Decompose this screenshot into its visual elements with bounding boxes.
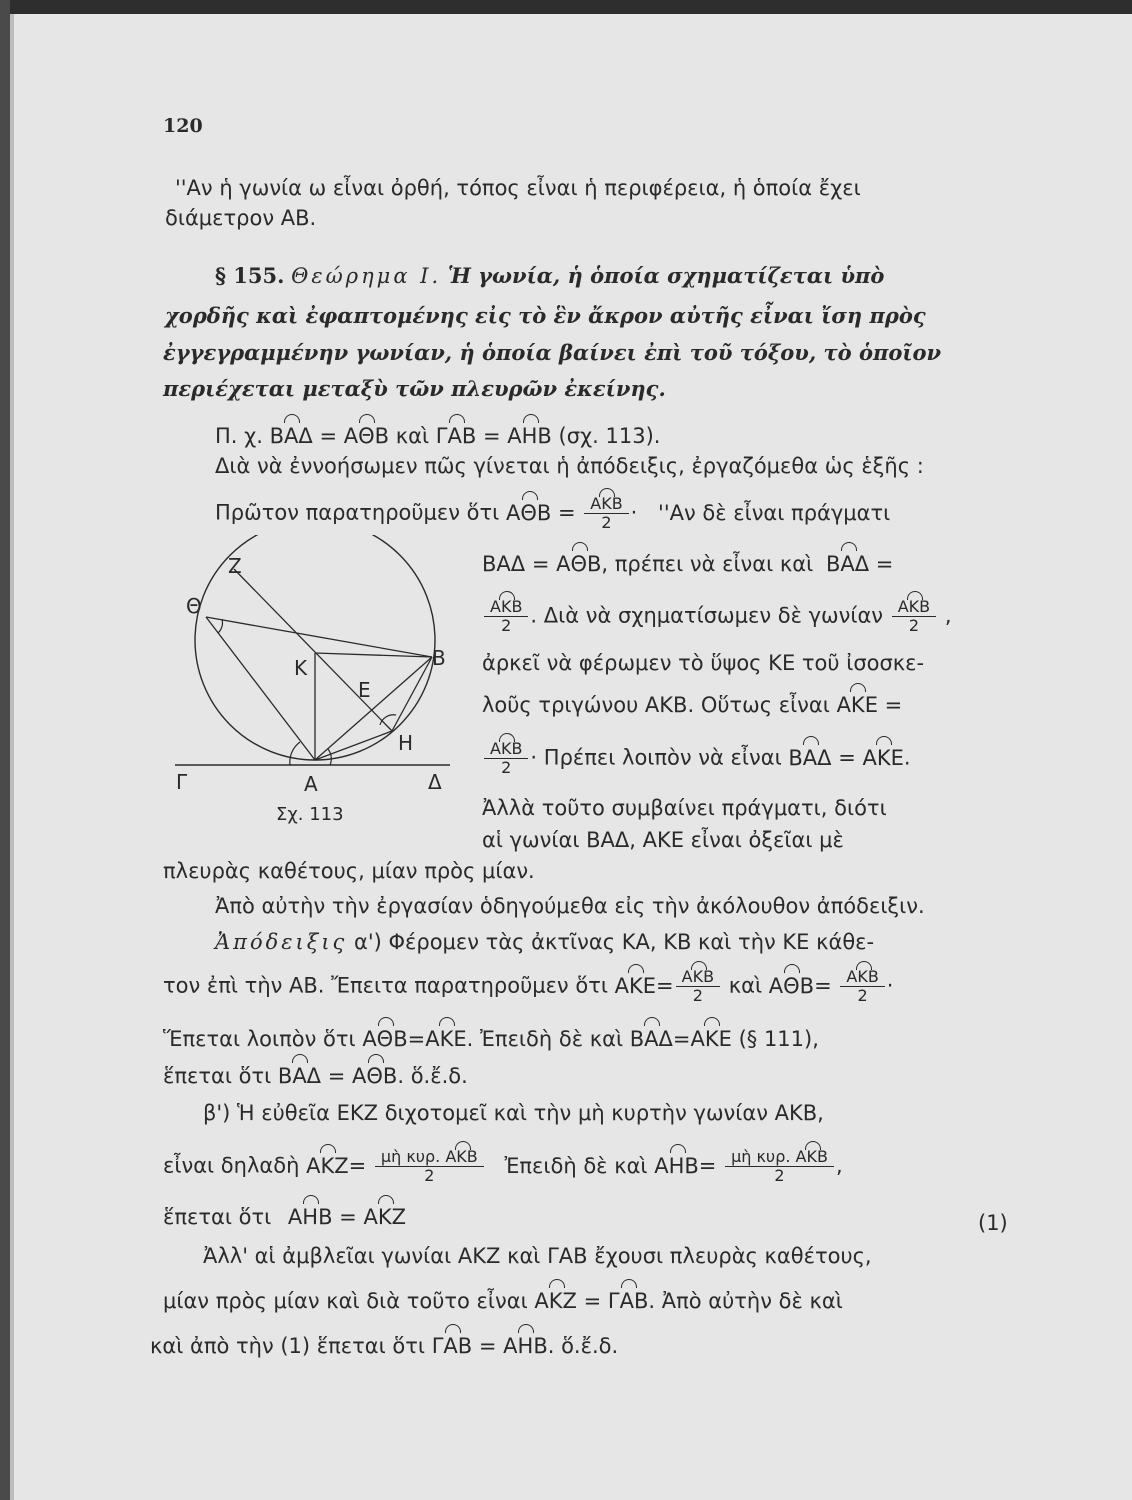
proof-line-7 <box>163 1204 406 1230</box>
theorem-text-2: χορδῆς καὶ ἐφαπτομένης εἰς τὸ ἓν ἄκρον αὐτῆς εἶναι ἴση πρὸς <box>165 303 926 328</box>
text: ἕπεται ὅτι <box>163 1064 272 1088</box>
proof-intro: Ἀπὸ αὐτὴν τὴν ἐργασίαν ὁδηγούμεθα εἰς τὴν ἀκόλουθον ἀπόδειξιν. <box>215 894 925 918</box>
text: . Ἀπὸ αὐτὴν δὲ καὶ <box>648 1289 843 1313</box>
denominator: 2 <box>774 1166 785 1185</box>
angle-bad: ΒΑΔ <box>269 424 313 448</box>
label-delta: Δ <box>428 770 442 794</box>
label-a: Α <box>304 772 318 796</box>
proof-line-3 <box>163 1026 819 1052</box>
angle-akz: ΑΚΖ <box>363 1205 406 1229</box>
equals-sign: = <box>557 500 576 525</box>
conjunction: καὶ <box>728 973 763 998</box>
denominator: 2 <box>501 616 512 635</box>
expl-line-7: Ἀλλὰ τοῦτο συμβαίνει πράγματι, διότι <box>482 796 887 820</box>
proof-line-6 <box>163 1148 843 1185</box>
text: . <box>903 745 911 770</box>
expl-line-5 <box>482 692 902 718</box>
arc-akb: ΑΚΒ <box>897 597 931 616</box>
label-b: Β <box>432 646 446 670</box>
text: . Διὰ νὰ σχηματίσωμεν δὲ γωνίαν <box>530 603 884 628</box>
expl-line-9: πλευρὰς καθέτους, μίαν πρὸς μίαν. <box>163 859 535 883</box>
text: Ἐπειδὴ δὲ καὶ <box>504 1153 648 1178</box>
arc-akb: ΑΚΒ <box>445 1147 478 1166</box>
label-gamma: Γ <box>176 770 188 794</box>
angle-mark-theta <box>218 619 223 633</box>
angle-akz: ΑΚΖ <box>534 1289 577 1313</box>
text: · Πρέπει λοιπὸν νὰ εἶναι <box>530 745 782 770</box>
theorem-text-4: περιέχεται μεταξὺ τῶν πλευρῶν ἐκείνης. <box>163 376 666 401</box>
equals-sign: = <box>583 1289 602 1313</box>
label-e: Ε <box>358 678 371 702</box>
line-ekz <box>234 569 392 731</box>
expl-line-2 <box>482 551 893 577</box>
example-prefix: Π. χ. <box>215 424 263 448</box>
angle-mark-a <box>290 742 300 765</box>
angle-akz: ΑΚΖ <box>306 1153 349 1178</box>
chord-ah <box>315 731 392 760</box>
angle-mark-h <box>380 715 396 725</box>
page-number: 120 <box>163 115 203 137</box>
denominator: 2 <box>501 758 512 777</box>
denominator: 2 <box>908 616 920 635</box>
expl-line-4: ἀρκεῖ νὰ φέρωμεν τὸ ὕψος ΚΕ τοῦ ἰσοσκε- <box>482 651 925 675</box>
equation-number: (1) <box>978 1211 1008 1235</box>
angle-ake: ΑΚΕ <box>862 745 904 770</box>
equals-sign: = <box>698 1153 717 1178</box>
angle-aob: ΑΘΒ <box>556 552 602 576</box>
text: ἕπεται ὅτι <box>163 1205 272 1229</box>
proof-label: Ἀπόδειξις <box>215 930 348 954</box>
denominator: 2 <box>424 1166 435 1185</box>
theorem-line-1 <box>215 263 884 289</box>
angle-mark-bad <box>328 749 331 765</box>
fraction-akb-2 <box>484 598 528 635</box>
angle-bad: ΒΑΔ <box>277 1064 322 1088</box>
fraction-akb-2 <box>892 598 936 635</box>
equals-sign: = <box>672 1027 691 1051</box>
conjunction: καὶ <box>395 424 430 448</box>
scan-border-left-inner <box>10 14 14 1500</box>
text: Ἕπεται λοιπὸν ὅτι <box>163 1027 356 1051</box>
label-z: Ζ <box>228 554 242 578</box>
example-line <box>215 423 660 449</box>
figure-caption: Σχ. 113 <box>276 804 344 825</box>
arc-akb: ΑΚΒ <box>490 739 523 758</box>
arc-akb: ΑΚΒ <box>795 1147 828 1166</box>
equals-sign: = <box>348 1153 367 1178</box>
figure-reference: (σχ. 113). <box>558 424 661 448</box>
text: (§ 111), <box>731 1027 819 1051</box>
dot: · <box>886 973 894 998</box>
angle-aob: ΑΘΒ <box>768 973 815 998</box>
angle-ake: ΑΚΕ <box>425 1027 467 1051</box>
angle-ahb: ΑΗΒ <box>287 1205 333 1229</box>
text: λοῦς τριγώνου ΑΚΒ. Οὕτως εἶναι <box>482 693 830 717</box>
equals-sign: = <box>327 1064 346 1088</box>
denominator: 2 <box>601 513 612 532</box>
proof-line-9 <box>163 1288 843 1314</box>
proof-line-10 <box>150 1333 618 1359</box>
equals-sign: = <box>407 1027 426 1051</box>
angle-ake: ΑΚΕ <box>614 973 657 998</box>
equals-sign: = <box>319 424 338 448</box>
fraction-non-convex-akb <box>725 1148 834 1185</box>
angle-aob: ΑΘΒ <box>505 500 552 525</box>
chord-hb <box>392 657 432 731</box>
figure-113 <box>170 535 470 835</box>
text: ΒΑΔ = <box>482 552 557 576</box>
proof-line-2 <box>163 968 893 1005</box>
text: ''Αν δὲ εἶναι πράγματι <box>658 500 891 525</box>
text: τον ἐπὶ τὴν ΑΒ. Ἔπειτα παρατηροῦμεν ὅτι <box>163 973 608 998</box>
scan-border-top <box>0 0 1132 14</box>
angle-aob: ΑΘΒ <box>362 1027 408 1051</box>
expl-line-3 <box>482 598 952 635</box>
equals-sign: = <box>656 973 674 998</box>
chord-theta-b <box>206 617 432 657</box>
intro-line-1: ''Αν ἡ γωνία ω εἶναι ὀρθή, τόπος εἶναι ἡ περιφέρεια, ἡ ὁποία ἔχει <box>175 176 861 200</box>
dot: · <box>630 500 638 525</box>
text: Πρῶτον παρατηροῦμεν ὅτι <box>215 500 500 525</box>
angle-gab: ΓΑΒ <box>435 424 477 448</box>
proof-line-4 <box>163 1063 468 1089</box>
equals-sign: = <box>838 745 856 770</box>
text: = <box>869 552 894 576</box>
lead-line: Διὰ νὰ ἐννοήσωμεν πῶς γίνεται ἡ ἀπόδειξις, ἐργαζόμεθα ὡς ἑξῆς : <box>215 454 924 478</box>
text: εἶναι δηλαδὴ <box>163 1153 300 1178</box>
theorem-label: Θεώρημα Ι. <box>291 264 442 288</box>
expl-line-6 <box>482 740 911 777</box>
text: α') Φέρομεν τὰς ἀκτῖνας ΚΑ, ΚΒ καὶ τὴν ΚΕ κάθε- <box>354 930 875 954</box>
equals-sign: = <box>482 424 501 448</box>
proof-line-5: β') Ἡ εὐθεῖα ΕΚΖ διχοτομεῖ καὶ τὴν μὴ κυρτὴν γωνίαν ΑΚΒ, <box>203 1101 824 1125</box>
label-h: Η <box>398 731 414 755</box>
angle-ake: ΑΚΕ <box>836 693 878 717</box>
arc-akb: ΑΚΒ <box>590 494 623 513</box>
theorem-text-3: ἐγγεγραμμένην γωνίαν, ἡ ὁποία βαίνει ἐπὶ τοῦ τόξου, τὸ ὁποῖον <box>163 340 942 365</box>
text: μὴ κυρ. <box>731 1147 791 1166</box>
angle-bad: ΒΑΔ <box>788 745 832 770</box>
chord-a-theta <box>206 617 315 760</box>
text: καὶ ἀπὸ τὴν (1) ἕπεται ὅτι <box>150 1334 425 1358</box>
fraction-non-convex-akb <box>375 1148 484 1185</box>
denominator: 2 <box>857 986 868 1005</box>
text: . ὅ.ἔ.δ. <box>547 1334 619 1358</box>
text: , <box>835 1153 843 1178</box>
text: , πρέπει νὰ εἶναι καὶ <box>601 552 814 576</box>
angle-ahb: ΑΗΒ <box>507 424 552 448</box>
fraction-akb-2 <box>840 968 884 1005</box>
fraction-akb-2 <box>484 740 528 777</box>
arc-akb: ΑΚΒ <box>846 967 879 986</box>
expl-line-1 <box>215 495 890 532</box>
text: . Ἐπειδὴ δὲ καὶ <box>466 1027 624 1051</box>
label-theta: Θ <box>186 594 202 618</box>
arc-akb: ΑΚΒ <box>681 967 715 986</box>
equals-sign: = <box>814 973 832 998</box>
text: μὴ κυρ. <box>380 1147 441 1166</box>
angle-gab: ΓΑΒ <box>431 1334 473 1358</box>
equals-sign: = <box>478 1334 497 1358</box>
angle-aob: ΑΘΒ <box>343 424 390 448</box>
angle-bad: ΒΑΔ <box>629 1027 673 1051</box>
arc-akb: ΑΚΒ <box>490 597 523 616</box>
label-k: Κ <box>294 656 308 680</box>
angle-ahb: ΑΗΒ <box>503 1334 548 1358</box>
proof-line-8: Ἀλλ' αἱ ἀμβλεῖαι γωνίαι ΑΚΖ καὶ ΓΑΒ ἔχουσι πλευρὰς καθέτους, <box>203 1244 872 1268</box>
angle-ahb: ΑΗΒ <box>654 1153 699 1178</box>
text: , <box>938 603 952 628</box>
text: = <box>877 693 903 717</box>
fraction-akb-2 <box>584 495 628 532</box>
proof-line-1 <box>215 929 874 955</box>
equals-sign: = <box>339 1205 357 1229</box>
text: μίαν πρὸς μίαν καὶ διὰ τοῦτο εἶναι <box>163 1289 528 1313</box>
theorem-number: § 155. <box>215 263 285 288</box>
angle-aob: ΑΘΒ <box>352 1064 398 1088</box>
fraction-akb-2 <box>676 968 720 1005</box>
denominator: 2 <box>692 986 703 1005</box>
expl-line-8: αἱ γωνίαι ΒΑΔ, ΑΚΕ εἶναι ὀξεῖαι μὲ <box>482 828 844 852</box>
text: . ὅ.ἔ.δ. <box>397 1064 468 1088</box>
theorem-text-1: Ἡ γωνία, ἡ ὁποία σχηματίζεται ὑπὸ <box>447 263 885 288</box>
scan-border-left <box>0 0 10 1500</box>
intro-line-2: διάμετρον ΑΒ. <box>165 206 317 230</box>
angle-bad: ΒΑΔ <box>825 552 870 576</box>
angle-ake: ΑΚΕ <box>690 1027 732 1051</box>
angle-gab: ΓΑΒ <box>607 1289 649 1313</box>
